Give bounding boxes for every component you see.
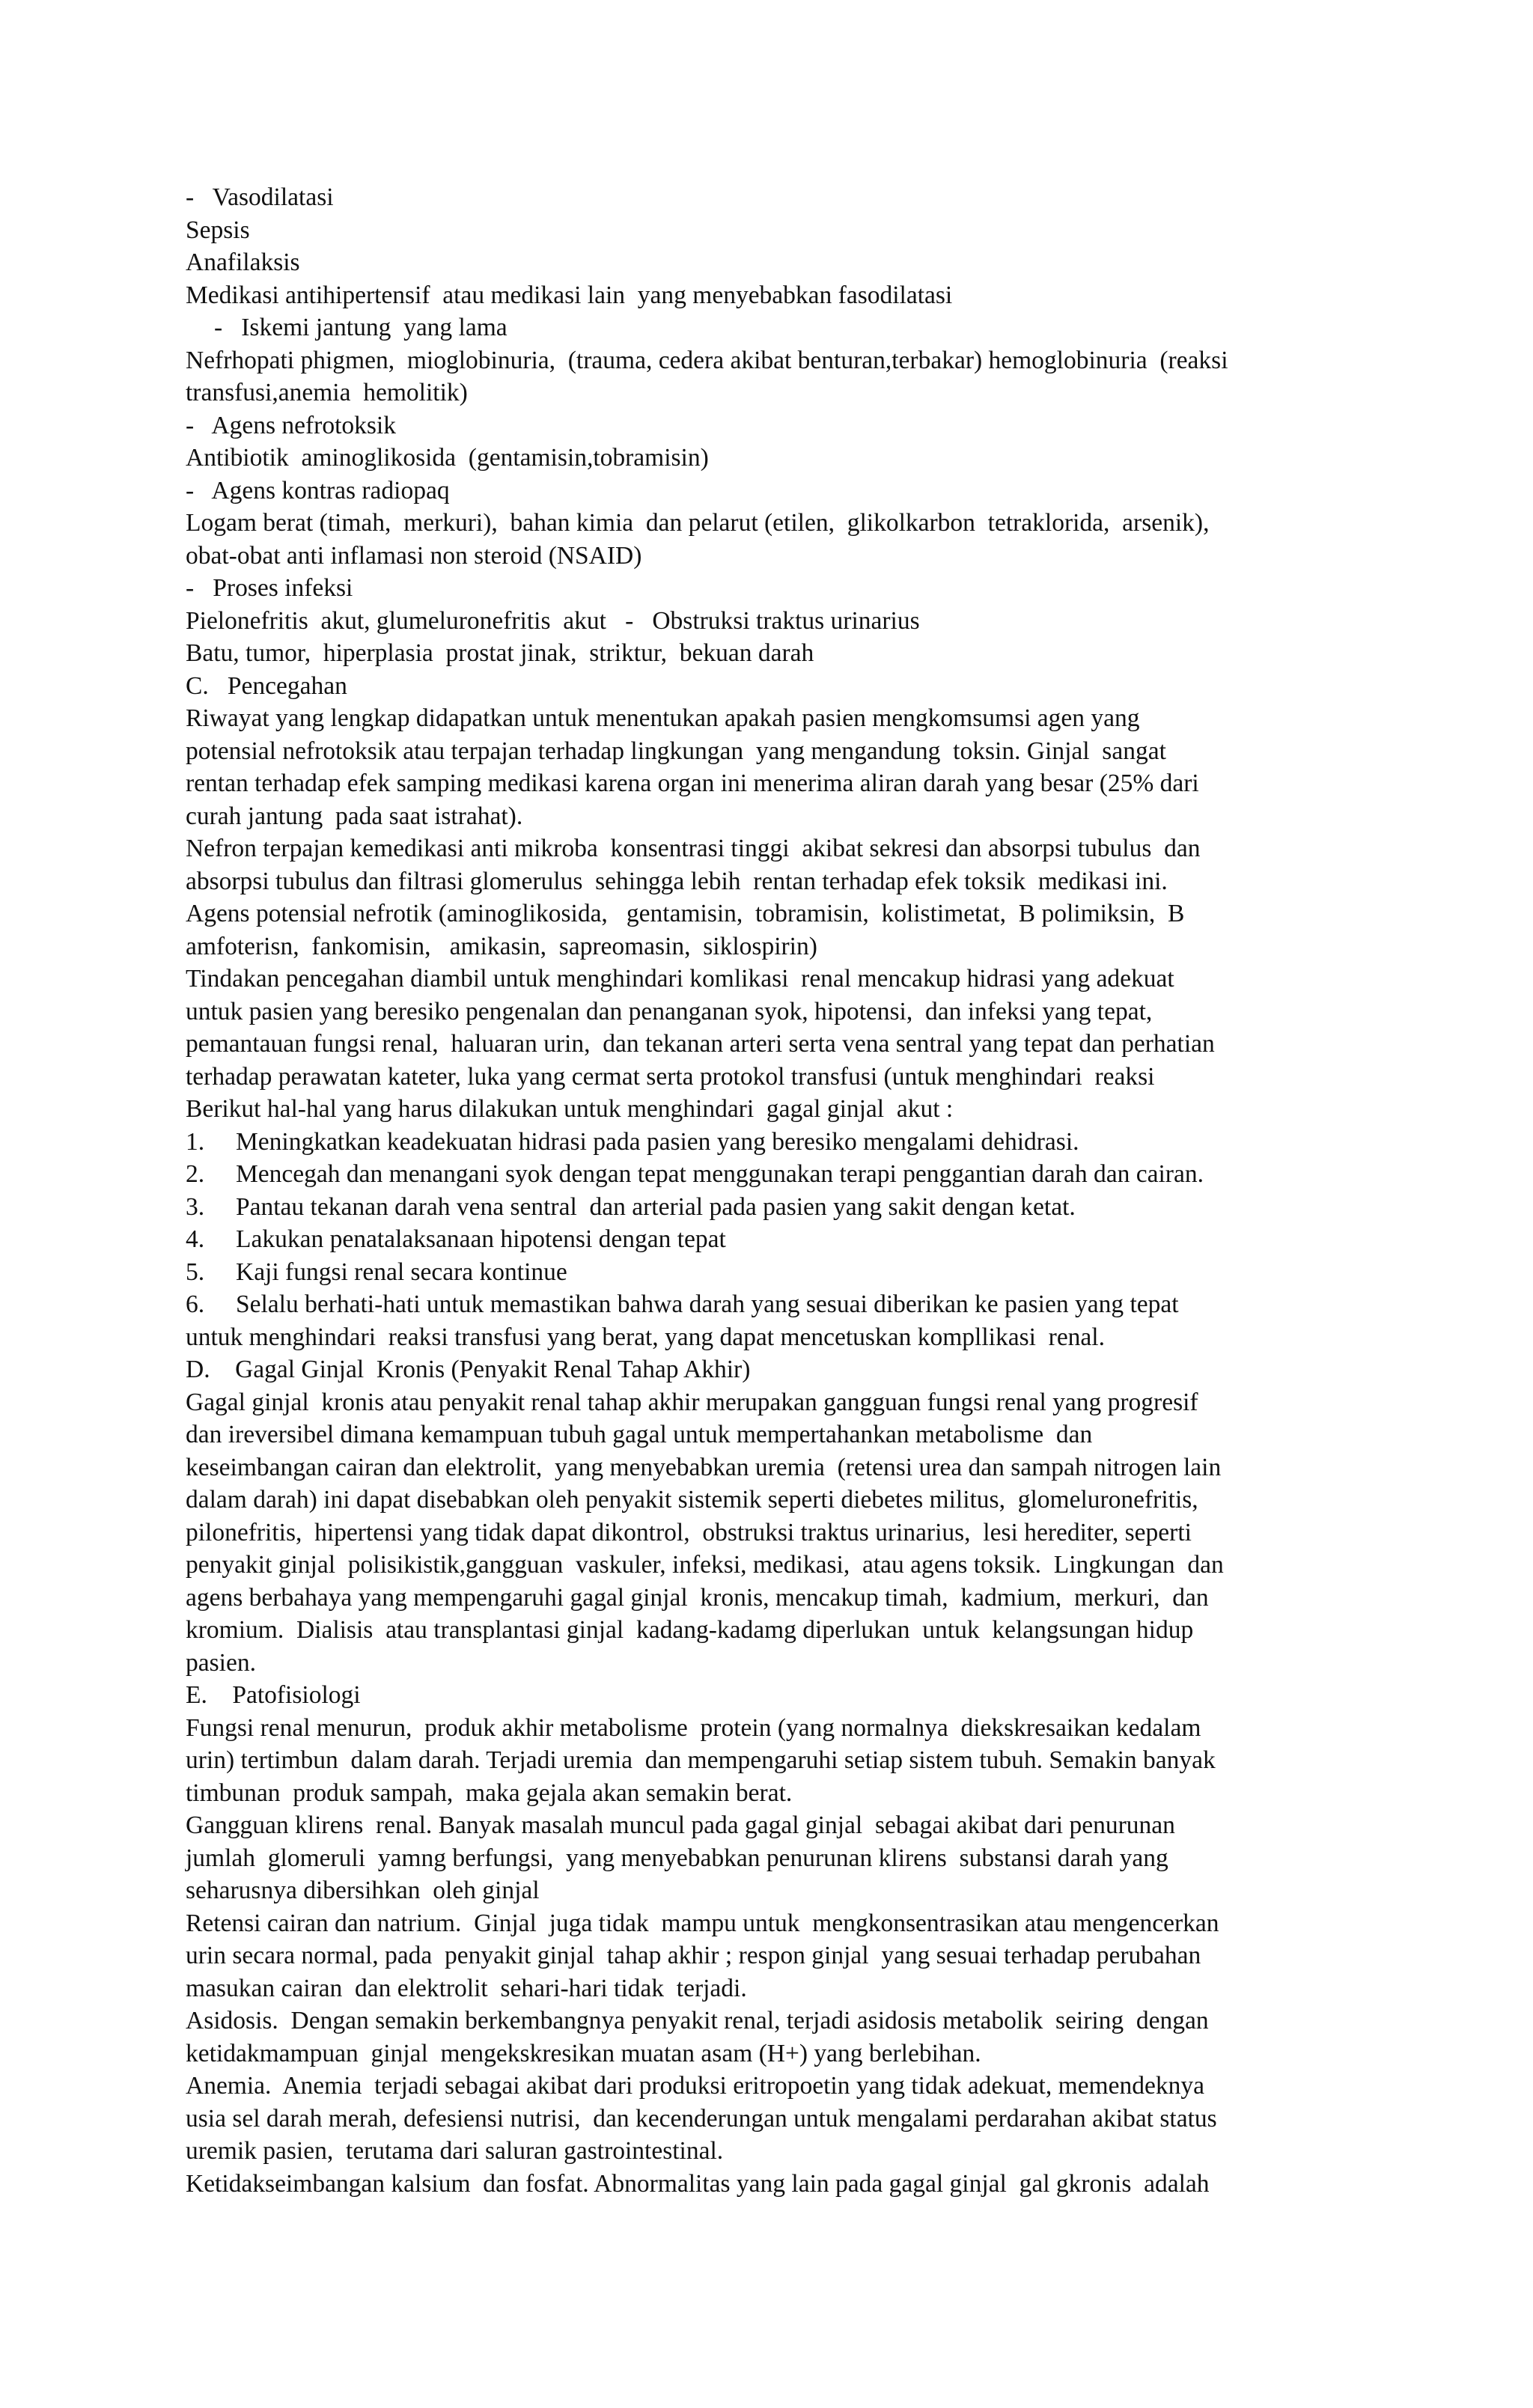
- text-line: untuk menghindari reaksi transfusi yang berat, yang dapat mencetuskan kompllikasi renal.: [186, 1323, 1105, 1351]
- text-line: Sepsis: [186, 216, 250, 244]
- text-line: - Agens nefrotoksik: [186, 411, 396, 439]
- text-line: - Agens kontras radiopaq: [186, 476, 450, 505]
- text-line: keseimbangan cairan dan elektrolit, yang menyebabkan uremia (retensi urea dan sampah nitrogen lain: [186, 1453, 1222, 1481]
- text-line: Agens potensial nefrotik (aminoglikosida, gentamisin, tobramisin, kolistimetat, B polimiksin, B: [186, 900, 1185, 927]
- text-line: penyakit ginjal polisikistik,gangguan vaskuler, infeksi, medikasi, atau agens toksik. Lingkungan dan: [186, 1551, 1224, 1579]
- section-heading: E. Patofisiologi: [186, 1681, 361, 1709]
- text-line: Fungsi renal menurun, produk akhir metabolisme protein (yang normalnya diekskresaikan kedalam: [186, 1713, 1201, 1742]
- text-line: Gagal ginjal kronis atau penyakit renal tahap akhir merupakan gangguan fungsi renal yang progresif: [186, 1388, 1198, 1416]
- text-line: Logam berat (timah, merkuri), bahan kimia dan pelarut (etilen, glikolkarbon tetraklorida, arsenik),: [186, 509, 1210, 537]
- text-line: potensial nefrotoksik atau terpajan terhadap lingkungan yang mengandung toksin. Ginjal sangat: [186, 737, 1166, 765]
- text-line: urin) tertimbun dalam darah. Terjadi uremia dan mempengaruhi setiap sistem tubuh. Semakin banyak: [186, 1746, 1216, 1774]
- text-line: uremik pasien, terutama dari saluran gastrointestinal.: [186, 2137, 724, 2165]
- text-line: terhadap perawatan kateter, luka yang cermat serta protokol transfusi (untuk menghindari reaksi: [186, 1062, 1155, 1091]
- text-line: - Iskemi jantung yang lama: [214, 314, 508, 341]
- list-item: 4. Lakukan penatalaksanaan hipotensi dengan tepat: [186, 1225, 726, 1253]
- section-heading: D. Gagal Ginjal Kronis (Penyakit Renal Tahap Akhir): [186, 1356, 751, 1383]
- text-line: Pielonefritis akut, glumeluronefritis akut - Obstruksi traktus urinarius: [186, 606, 920, 635]
- text-line: Antibiotik aminoglikosida (gentamisin,tobramisin): [186, 444, 709, 472]
- section-heading: C. Pencegahan: [186, 671, 347, 700]
- text-line: Batu, tumor, hiperplasia prostat jinak, striktur, bekuan darah: [186, 639, 814, 667]
- text-line: - Vasodilatasi: [186, 183, 334, 211]
- text-line: Nefrhopati phigmen, mioglobinuria, (trauma, cedera akibat benturan,terbakar) hemoglobinuria (reaksi: [186, 346, 1228, 374]
- text-line: - Proses infeksi: [186, 574, 353, 602]
- text-line: Anemia. Anemia terjadi sebagai akibat dari produksi eritropoetin yang tidak adekuat, memendeknya: [186, 2072, 1204, 2100]
- text-line: transfusi,anemia hemolitik): [186, 379, 468, 406]
- text-line: ketidakmampuan ginjal mengekskresikan muatan asam (H+) yang berlebihan.: [186, 2039, 981, 2067]
- text-line: kromium. Dialisis atau transplantasi ginjal kadang-kadamg diperlukan untuk kelangsungan hidup: [186, 1616, 1194, 1644]
- text-line: agens berbahaya yang mempengaruhi gagal ginjal kronis, mencakup timah, kadmium, merkuri, dan: [186, 1583, 1209, 1612]
- list-item: 1. Meningkatkan keadekuatan hidrasi pada pasien yang beresiko mengalami dehidrasi.: [186, 1127, 1079, 1156]
- text-line: Berikut hal-hal yang harus dilakukan untuk menghindari gagal ginjal akut :: [186, 1095, 954, 1123]
- text-line: curah jantung pada saat istrahat).: [186, 802, 523, 830]
- text-line: timbunan produk sampah, maka gejala akan semakin berat.: [186, 1778, 793, 1807]
- text-line: pemantauan fungsi renal, haluaran urin, dan tekanan arteri serta vena sentral yang tepat dan perhatian: [186, 1030, 1215, 1058]
- text-line: Tindakan pencegahan diambil untuk menghindari komlikasi renal mencakup hidrasi yang adekuat: [186, 965, 1174, 993]
- text-line: rentan terhadap efek samping medikasi karena organ ini menerima aliran darah yang besar (25% dari: [186, 769, 1199, 797]
- text-line: pasien.: [186, 1648, 256, 1677]
- text-line: dan ireversibel dimana kemampuan tubuh gagal untuk mempertahankan metabolisme dan: [186, 1421, 1093, 1448]
- list-item: 3. Pantau tekanan darah vena sentral dan arterial pada pasien yang sakit dengan ketat.: [186, 1192, 1076, 1221]
- list-item: 2. Mencegah dan menangani syok dengan tepat menggunakan terapi penggantian darah dan cairan.: [186, 1160, 1204, 1188]
- text-line: jumlah glomeruli yamng berfungsi, yang menyebabkan penurunan klirens substansi darah yang: [186, 1844, 1168, 1872]
- text-line: pilonefritis, hipertensi yang tidak dapat dikontrol, obstruksi traktus urinarius, lesi herediter, seperti: [186, 1518, 1192, 1546]
- text-line: dalam darah) ini dapat disebabkan oleh penyakit sistemik seperti diebetes militus, glomeluronefritis,: [186, 1486, 1198, 1514]
- text-line: amfoterisn, fankomisin, amikasin, sapreomasin, siklospirin): [186, 932, 817, 960]
- text-line: masukan cairan dan elektrolit sehari-hari tidak terjadi.: [186, 1974, 747, 2002]
- text-line: untuk pasien yang beresiko pengenalan dan penanganan syok, hipotensi, dan infeksi yang tepat,: [186, 997, 1153, 1025]
- text-line: Riwayat yang lengkap didapatkan untuk menentukan apakah pasien mengkomsumsi agen yang: [186, 704, 1140, 732]
- text-line: Anafilaksis: [186, 249, 300, 276]
- text-line: usia sel darah merah, defesiensi nutrisi, dan kecenderungan untuk mengalami perdarahan akibat status: [186, 2104, 1217, 2133]
- text-line: Retensi cairan dan natrium. Ginjal juga tidak mampu untuk mengkonsentrasikan atau mengencerkan: [186, 1909, 1219, 1937]
- text-line: urin secara normal, pada penyakit ginjal tahap akhir ; respon ginjal yang sesuai terhadap perubahan: [186, 1942, 1201, 1969]
- text-line: Gangguan klirens renal. Banyak masalah muncul pada gagal ginjal sebagai akibat dari penurunan: [186, 1811, 1175, 1839]
- text-line: Medikasi antihipertensif atau medikasi lain yang menyebabkan fasodilatasi: [186, 281, 953, 309]
- list-item: 6. Selalu berhati-hati untuk memastikan bahwa darah yang sesuai diberikan ke pasien yang tepat: [186, 1290, 1179, 1318]
- list-item: 5. Kaji fungsi renal secara kontinue: [186, 1258, 567, 1286]
- text-line: obat-obat anti inflamasi non steroid (NSAID): [186, 541, 642, 570]
- text-line: Nefron terpajan kemedikasi anti mikroba konsentrasi tinggi akibat sekresi dan absorpsi tubulus dan: [186, 835, 1201, 862]
- document-body: [186, 181, 1353, 2200]
- text-line: Ketidakseimbangan kalsium dan fosfat. Abnormalitas yang lain pada gagal ginjal gal gkronis adalah: [186, 2169, 1210, 2198]
- text-line: Asidosis. Dengan semakin berkembangnya penyakit renal, terjadi asidosis metabolik seiring dengan: [186, 2007, 1209, 2034]
- text-line: absorpsi tubulus dan filtrasi glomerulus sehingga lebih rentan terhadap efek toksik medikasi ini.: [186, 867, 1168, 895]
- text-line: seharusnya dibersihkan oleh ginjal: [186, 1877, 540, 1904]
